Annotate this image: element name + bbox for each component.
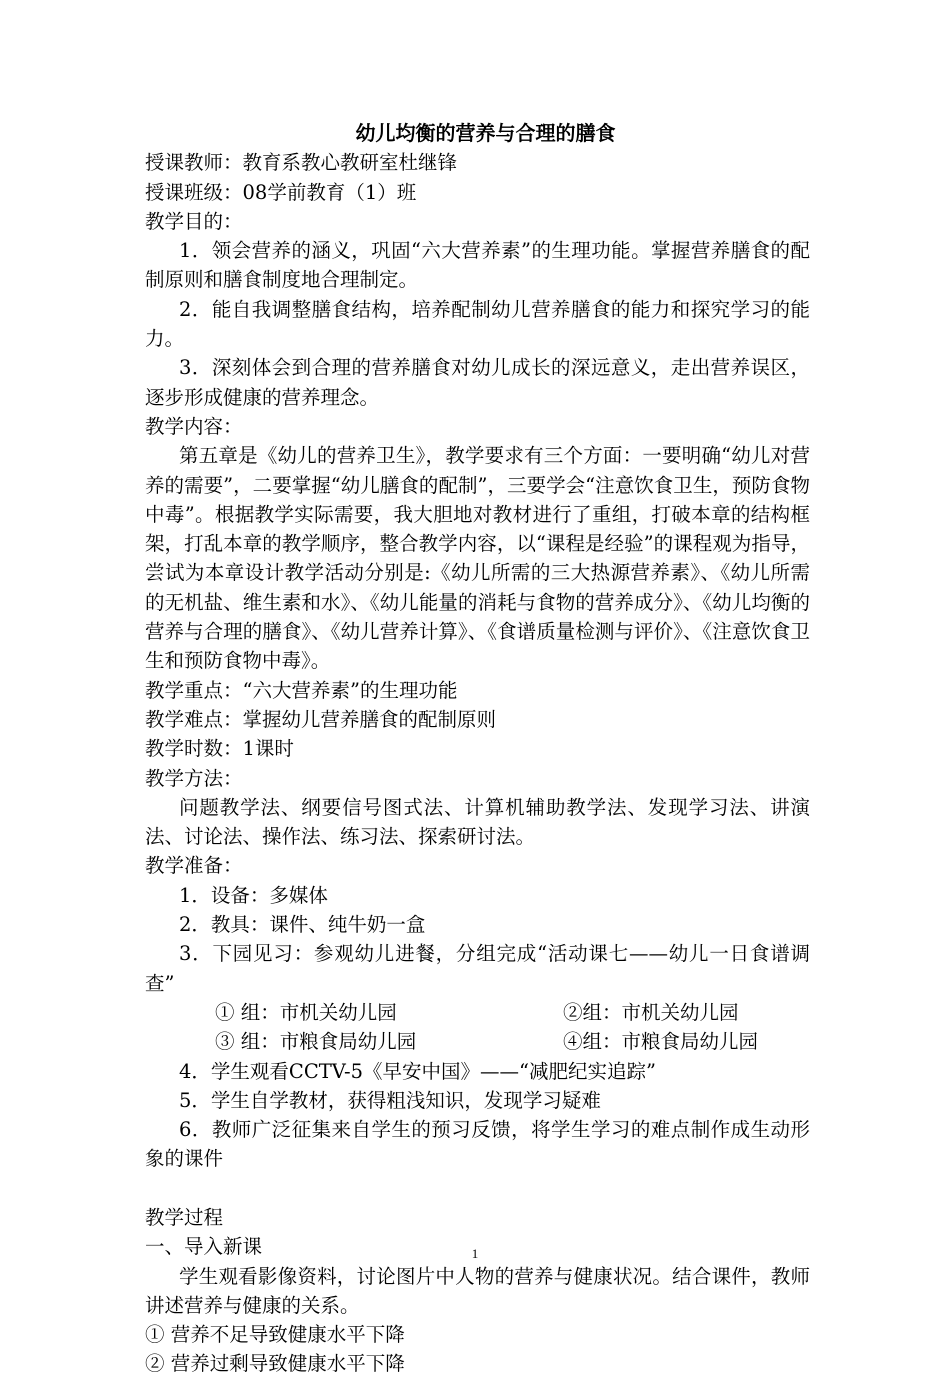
methods-heading: 教学方法： <box>145 766 243 790</box>
preparation-item-5: 5．学生自学教材，获得粗浅知识，发现学习疑难 <box>179 1088 601 1112</box>
class-line: 授课班级：08学前教育（1）班 <box>145 180 417 204</box>
group-cell: ②组：市机关幼儿园 <box>563 1000 739 1024</box>
preparation-item-2: 2．教具：课件、纯牛奶一盒 <box>179 913 426 937</box>
group-cell: ③ 组：市粮食局幼儿园 <box>215 1030 417 1054</box>
objective-item-2: 2．能自我调整膳食结构，培养配制幼儿营养膳食的能力和探究学习的能力。 <box>145 297 810 351</box>
difficulty-line: 教学难点：掌握幼儿营养膳食的配制原则 <box>145 707 497 731</box>
preparation-item-3: 3．下园见习：参观幼儿进餐，分组完成“活动课七——幼儿一日食谱调查” <box>145 942 810 995</box>
preparation-item-4: 4．学生观看CCTV-5《早安中国》——“减肥纪实追踪” <box>179 1059 656 1083</box>
page-number: 1 <box>471 1246 479 1261</box>
section-heading-1: 一、导入新课 <box>145 1235 263 1259</box>
content-heading: 教学内容： <box>145 414 243 438</box>
group-row-2 <box>145 1027 810 1056</box>
objective-item-1: 1．领会营养的涵义，巩固“六大营养素”的生理功能。掌握营养膳食的配制原则和膳食制度地合理制定。 <box>145 239 810 292</box>
document-body <box>145 119 810 1379</box>
group-cell: ① 组：市机关幼儿园 <box>215 1000 397 1024</box>
methods-paragraph: 问题教学法、纲要信号图式法、计算机辅助教学法、发现学习法、讲演法、讨论法、操作法、练习法、探索研讨法。 <box>145 795 810 849</box>
group-row-1 <box>145 998 810 1027</box>
preparation-heading: 教学准备： <box>145 854 243 878</box>
spacer <box>145 1174 810 1203</box>
preparation-item-6: 6．教师广泛征集来自学生的预习反馈，将学生学习的难点制作成生动形象的课件 <box>145 1118 810 1171</box>
preparation-item-1: 1．设备：多媒体 <box>179 883 328 907</box>
process-heading: 教学过程 <box>145 1205 224 1229</box>
process-point-1: ① 营养不足导致健康水平下降 <box>145 1323 405 1347</box>
hours-line: 教学时数：1课时 <box>145 737 294 761</box>
document-title: 幼儿均衡的营养与合理的膳食 <box>355 121 616 145</box>
objective-item-3: 3．深刻体会到合理的营养膳食对幼儿成长的深远意义，走出营养误区，逐步形成健康的营养理念。 <box>145 356 810 409</box>
content-paragraph: 第五章是《幼儿的营养卫生》，教学要求有三个方面：一要明确“幼儿对营养的需要”，二要掌握“幼儿膳食的配制”，三要学会“注意饮食卫生，预防食物中毒”。根据教学实际需要，我大胆地对教材进行了重组，打破本章的结构框架，打乱本章的教学顺序，整合教学内容，以“课程是经验”的课程观为指导，尝试为本章设计教学活动分别是:《幼儿所需的三大热源营养素》、《幼儿所需的无机盐、维生素和水》、《幼儿能量的消耗与食物的营养成分》、《幼儿均衡的营养与合理的膳食》、《幼儿营养计算》、《食谱质量检测与评价》、《注意饮食卫生和预防食物中毒》。 <box>145 444 810 673</box>
objectives-heading: 教学目的： <box>145 209 243 233</box>
process-point-2: ② 营养过剩导致健康水平下降 <box>145 1352 405 1376</box>
teacher-line: 授课教师：教育系教心教研室杜继锋 <box>145 151 458 175</box>
group-cell: ④组：市粮食局幼儿园 <box>563 1030 759 1054</box>
process-paragraph: 学生观看影像资料，讨论图片中人物的营养与健康状况。结合课件，教师讲述营养与健康的关系。 <box>145 1264 810 1317</box>
key-point-line: 教学重点：“六大营养素”的生理功能 <box>145 678 458 702</box>
